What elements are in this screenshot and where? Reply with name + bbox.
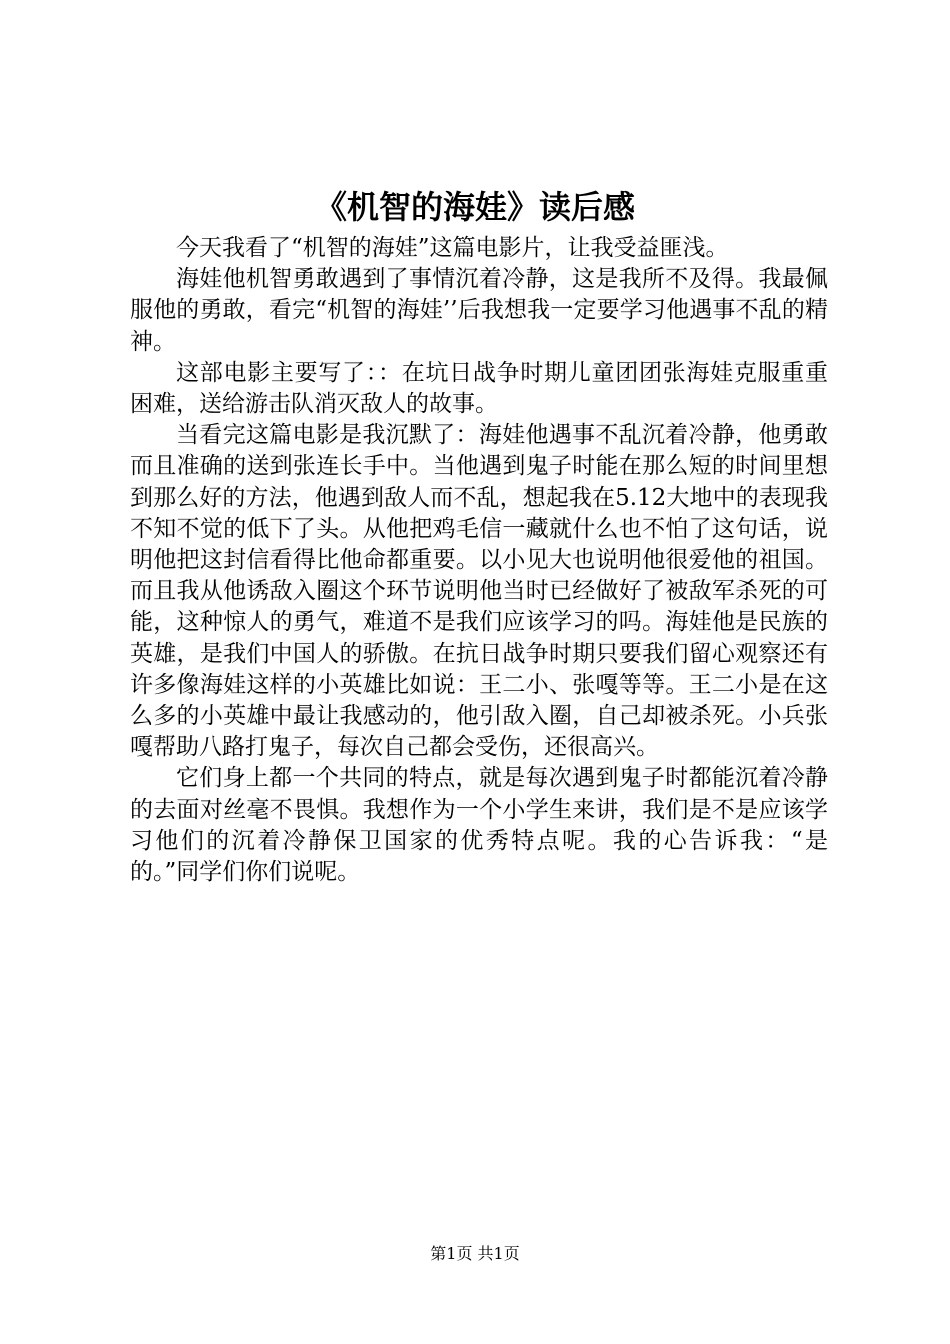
paragraph-1: 今天我看了“机智的海娃”这篇电影片，让我受益匪浅。 [176, 235, 729, 261]
paragraph-2: 海娃他机智勇敢遇到了事情沉着冷静，这是我所不及得。我最佩服他的勇敢，看完“机智的海娃’’后我想我一定要学习他遇事不乱的精神。 [130, 266, 828, 355]
paragraph-3: 这部电影主要写了：：在坑日战争时期儿童团团张海娃克服重重困难，送给游击队消灭敌人的故事。 [130, 359, 828, 418]
paragraph-4: 当看完这篇电影是我沉默了：海娃他遇事不乱沉着冷静，他勇敢而且准确的送到张连长手中。当他遇到鬼子时能在那么短的时间里想到那么好的方法，他遇到敌人而不乱，想起我在5.12大地中的表现我不知不觉的低下了头。从他把鸡毛信一藏就什么也不怕了这句话，说明他把这封信看得比他命都重要。以小见大也说明他很爱他的祖国。而且我从他诱敌入圈这个环节说明他当时已经做好了被敌军杀死的可能，这种惊人的勇气，难道不是我们应该学习的吗。海娃他是民族的英雄，是我们中国人的骄傲。在抗日战争时期只要我们留心观察还有许多像海娃这样的小英雄比如说：王二小、张嘎等等。王二小是在这么多的小英雄中最让我感动的，他引敌入圈，自己却被杀死。小兵张嘎帮助八路打鬼子，每次自己都会受伤，还很高兴。 [130, 422, 828, 761]
page-footer: 第1页 共1页 [430, 1244, 520, 1263]
document-body [130, 233, 828, 888]
document-title: 《机智的海娃》读后感 [314, 188, 635, 226]
paragraph-5: 它们身上都一个共同的特点，就是每次遇到鬼子时都能沉着冷静的去面对丝毫不畏惧。我想作为一个小学生来讲，我们是不是应该学习他们的沉着冷静保卫国家的优秀特点呢。我的心告诉我：“是的。”同学们你们说呢。 [130, 765, 828, 886]
